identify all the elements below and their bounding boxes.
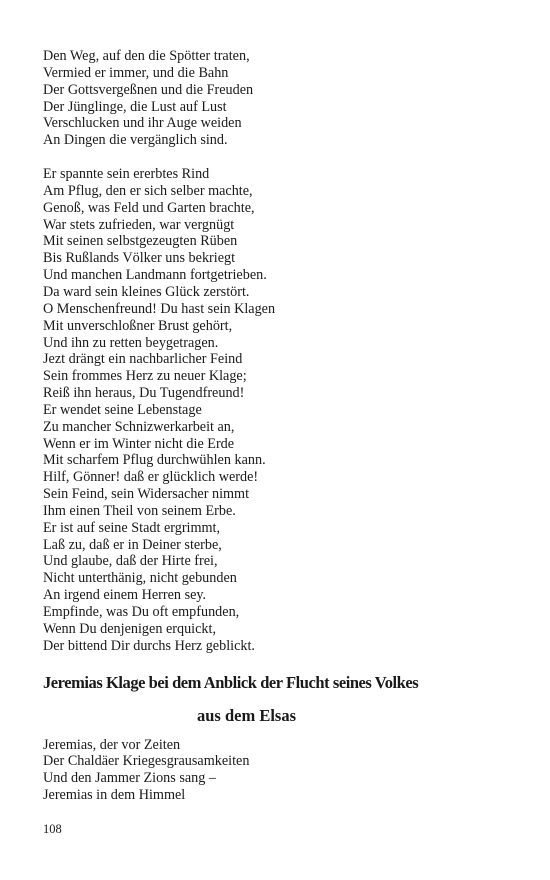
poem-line: An irgend einem Herren sey. xyxy=(43,587,207,604)
poem-line: Und ihn zu retten beygetragen. xyxy=(43,334,219,351)
poem-line: Der Jünglinge, die Lust auf Lust xyxy=(43,98,227,115)
book-page xyxy=(43,48,513,804)
poem-title: Jeremias Klage bei dem Anblick der Flucht seines Volkes xyxy=(43,672,419,692)
poem-stanza xyxy=(43,737,513,804)
poem-stanza xyxy=(43,48,513,149)
poem-line: Sein frommes Herz zu neuer Klage; xyxy=(43,368,247,385)
poem-line: Hilf, Gönner! daß er glücklich werde! xyxy=(43,469,259,486)
poem-line: Bis Rußlands Völker uns bekriegt xyxy=(43,250,236,267)
poem-line: Zu mancher Schnizwerkarbeit an, xyxy=(43,418,235,435)
poem-line: Jezt drängt ein nachbarlicher Feind xyxy=(43,351,243,368)
page-number: 108 xyxy=(43,822,62,836)
poem-line: Den Weg, auf den die Spötter traten, xyxy=(43,48,250,64)
poem-line: Reiß ihn heraus, Du Tugendfreund! xyxy=(43,385,245,402)
poem-line: Verschlucken und ihr Auge weiden xyxy=(43,115,242,132)
poem-line: Nicht unterthänig, nicht gebunden xyxy=(43,570,237,587)
poem-line: Wenn Du denjenigen erquickt, xyxy=(43,620,216,637)
poem-line: Jeremias in dem Himmel xyxy=(43,787,186,804)
poem-line: Der Chaldäer Kriegesgrausamkeiten xyxy=(43,753,250,770)
poem-line: Und manchen Landmann fortgetrieben. xyxy=(43,267,267,284)
poem-line: Am Pflug, den er sich selber machte, xyxy=(43,182,253,199)
poem-line: Wenn er im Winter nicht die Erde xyxy=(43,435,235,452)
poem-line: War stets zufrieden, war vergnügt xyxy=(43,216,235,233)
poem-stanza xyxy=(43,166,513,654)
poem-line: O Menschenfreund! Du hast sein Klagen xyxy=(43,300,276,317)
poem-line: Mit unverschloßner Brust gehört, xyxy=(43,317,233,334)
poem-line: Jeremias, der vor Zeiten xyxy=(43,736,181,753)
poem-line: Und den Jammer Zions sang – xyxy=(43,770,216,787)
poem-line: Laß zu, daß er in Deiner sterbe, xyxy=(43,536,222,553)
poem-line: Vermied er immer, und die Bahn xyxy=(43,64,229,81)
poem-line: Mit seinen selbstgezeugten Rüben xyxy=(43,233,238,250)
poem-line: Ihm einen Theil von seinem Erbe. xyxy=(43,502,236,519)
poem-line: An Dingen die vergänglich sind. xyxy=(43,132,228,149)
poem-line: Er spannte sein ererbtes Rind xyxy=(43,166,210,183)
poem-line: Er ist auf seine Stadt ergrimmt, xyxy=(43,519,221,536)
poem-line: Der bittend Dir durchs Herz geblickt. xyxy=(43,637,255,654)
poem-line: Der Gottsvergeßnen und die Freuden xyxy=(43,81,254,98)
poem-line: Sein Feind, sein Widersacher nimmt xyxy=(43,486,250,503)
poem-line: Mit scharfem Pflug durchwühlen kann. xyxy=(43,452,266,469)
poem-title-continuation: aus dem Elsas xyxy=(197,705,297,725)
poem-line: Empfinde, was Du oft empfunden, xyxy=(43,604,240,620)
poem-line: Er wendet seine Lebenstage xyxy=(43,401,202,418)
poem-line: Und glaube, daß der Hirte frei, xyxy=(43,553,218,570)
poem-line: Genoß, was Feld und Garten brachte, xyxy=(43,199,255,216)
poem-line: Da ward sein kleines Glück zerstört. xyxy=(43,283,250,300)
